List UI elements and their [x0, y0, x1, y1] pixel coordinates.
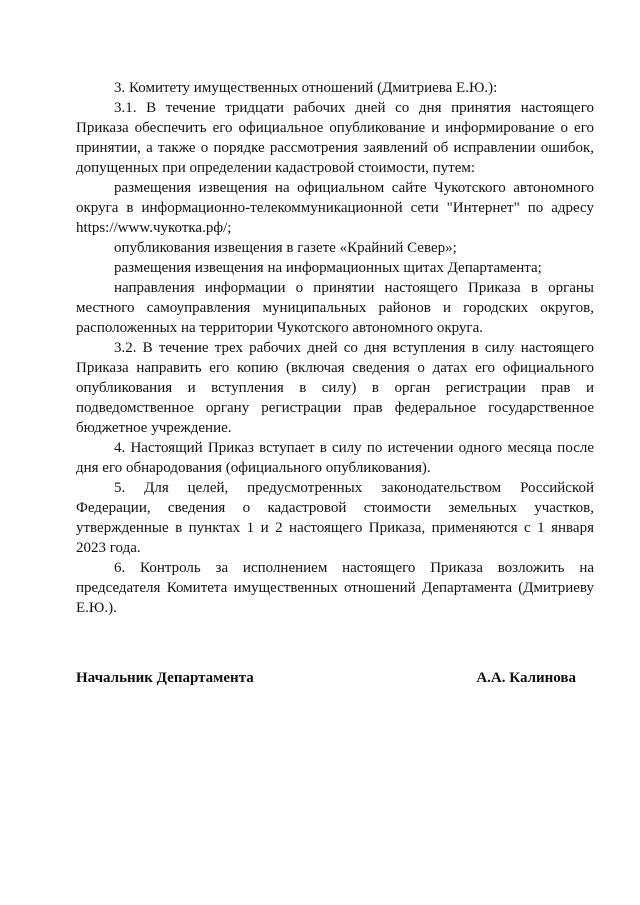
signature-name: А.А. Калинова [476, 670, 576, 686]
paragraph-website-notice: размещения извещения на официальном сайте Чукотского автономного округа в информационно-телекоммуникационной сети "Интернет" по адресу https://www.чукотка.рф/; [76, 180, 594, 236]
document-body [76, 78, 594, 618]
paragraph-boards-notice: размещения извещения на информационных щитах Департамента; [114, 260, 542, 276]
signature-block [76, 670, 576, 687]
paragraph-6: 6. Контроль за исполнением настоящего Приказа возложить на председателя Комитета имущественных отношений Департамента (Дмитриеву Е.Ю.). [76, 560, 594, 616]
paragraph-newspaper-notice: опубликования извещения в газете «Крайний Север»; [114, 240, 457, 256]
paragraph-5: 5. Для целей, предусмотренных законодательством Российской Федерации, сведения о кадастровой стоимости земельных участков, утвержденные в пунктах 1 и 2 настоящего Приказа, применяются с 1 января 2023 года. [76, 480, 594, 556]
paragraph-3: 3. Комитету имущественных отношений (Дмитриева Е.Ю.): [114, 80, 498, 96]
paragraph-4: 4. Настоящий Приказ вступает в силу по истечении одного месяца после дня его обнародования (официального опубликования). [76, 440, 594, 476]
paragraph-3-2: 3.2. В течение трех рабочих дней со дня вступления в силу настоящего Приказа направить его копию (включая сведения о датах его официального опубликования и вступления в силу) в орган регистрации прав и подведомственное органу регистрации прав федеральное государственное бюджетное учреждение. [76, 340, 594, 436]
paragraph-municipal-notice: направления информации о принятии настоящего Приказа в органы местного самоуправления муниципальных районов и городских округов, расположенных на территории Чукотского автономного округа. [76, 280, 594, 336]
signature-position: Начальник Департамента [76, 670, 254, 686]
paragraph-3-1: 3.1. В течение тридцати рабочих дней со дня принятия настоящего Приказа обеспечить его официальное опубликование и информирование о его принятии, а также о порядке рассмотрения заявлений об исправлении ошибок, допущенных при определении кадастровой стоимости, путем: [76, 100, 594, 176]
